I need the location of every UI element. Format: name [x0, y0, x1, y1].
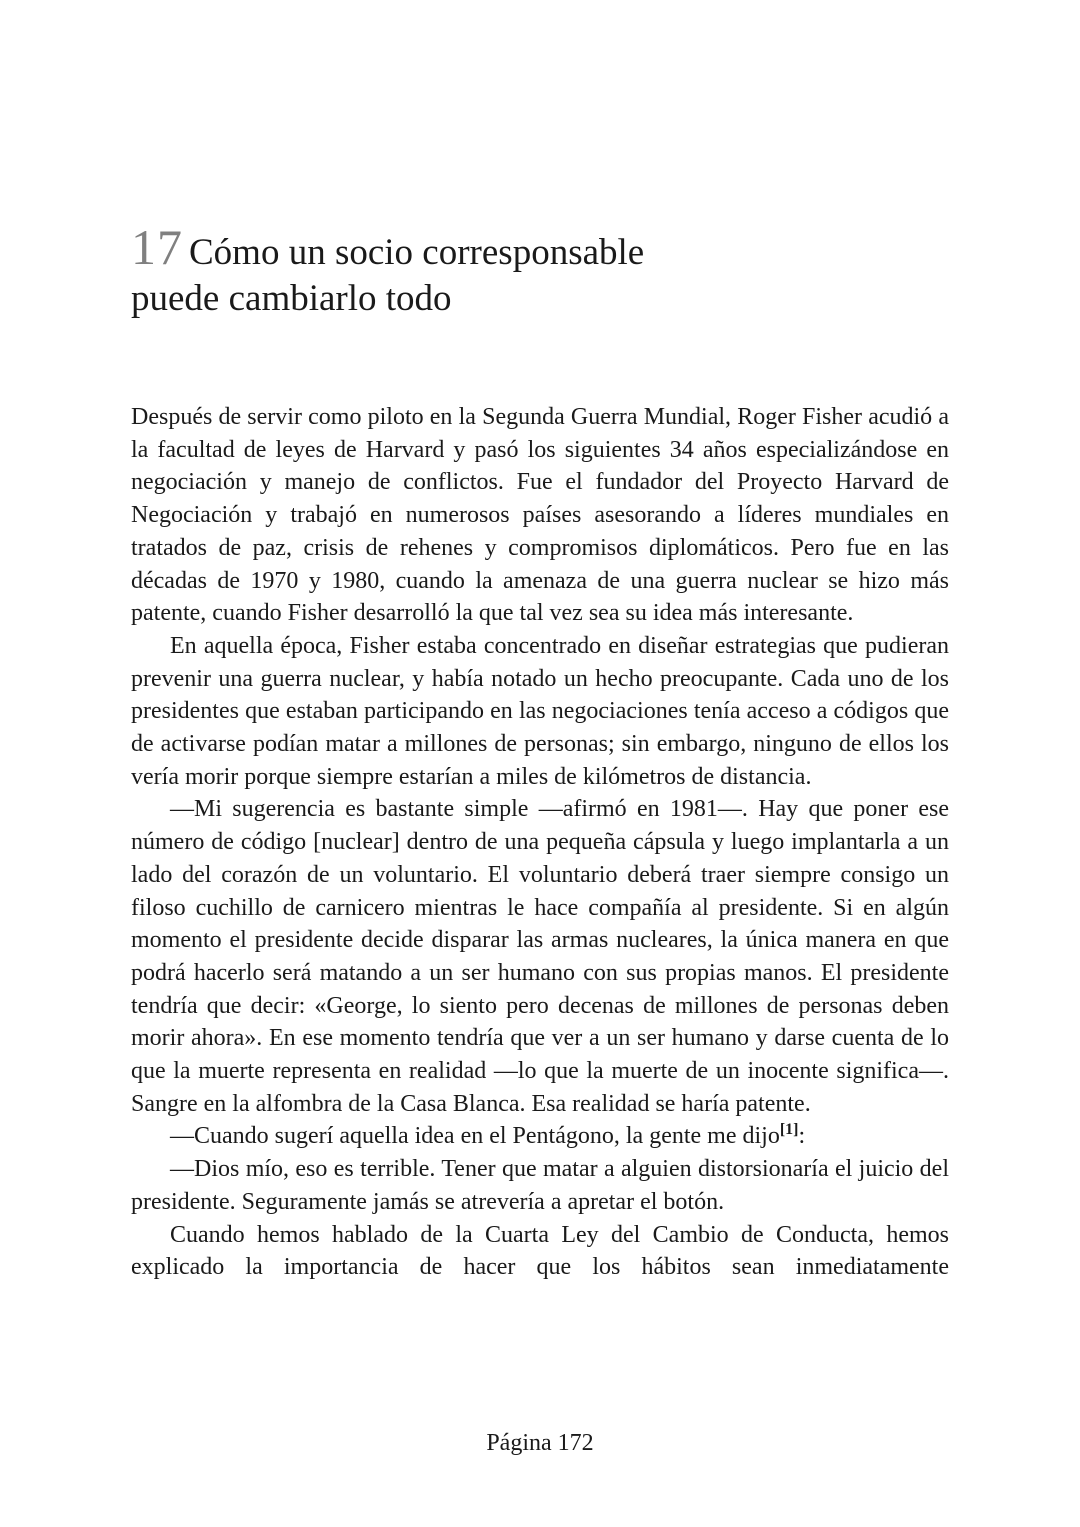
paragraph-5: —Dios mío, eso es terrible. Tener que matar a alguien distorsionaría el juicio del presidente. Seguramente jamás se atrevería a apretar el botón.: [131, 1156, 949, 1215]
paragraph-4-text: —Cuando sugerí aquella idea en el Pentágono, la gente me dijo: [170, 1123, 780, 1150]
chapter-heading: [131, 219, 951, 322]
page-number: Página 172: [486, 1430, 594, 1456]
body-text: [131, 401, 949, 1284]
chapter-title-line-2: puede cambiarlo todo: [131, 278, 452, 319]
chapter-title-line-1: Cómo un socio corresponsable: [189, 232, 645, 273]
chapter-number: 17: [131, 219, 183, 275]
footnote-reference[interactable]: [1]: [779, 1121, 799, 1139]
paragraph-3: —Mi sugerencia es bastante simple —afirmó en 1981—. Hay que poner ese número de código [nuclear] dentro de una pequeña cápsula y luego implantarla a un lado del corazón de un voluntario. El voluntario deberá traer siempre consigo un filoso cuchillo de carnicero mientras le hace compañía al presidente. Si en algún momento el presidente decide disparar las armas nucleares, la única manera en que podrá hacerlo será matando a un ser humano con sus propias manos. El presidente tendría que decir: «George, lo siento pero decenas de millones de personas deben morir ahora». En ese momento tendría que ver a un ser humano y darse cuenta de lo que la muerte representa en realidad —lo que la muerte de un inocente significa—. Sangre en la alfombra de la Casa Blanca. Esa realidad se haría patente.: [131, 796, 949, 1117]
paragraph-4: [131, 1120, 949, 1153]
paragraph-2: En aquella época, Fisher estaba concentrado en diseñar estrategias que pudieran prevenir una guerra nuclear, y había notado un hecho preocupante. Cada uno de los presidentes que estaban participando en las negociaciones tenía acceso a códigos que de activarse podían matar a millones de personas; sin embargo, ninguno de ellos los vería morir porque siempre estarían a miles de kilómetros de distancia.: [131, 632, 949, 790]
paragraph-4-colon: :: [798, 1123, 806, 1150]
paragraph-1: Después de servir como piloto en la Segunda Guerra Mundial, Roger Fisher acudió a la facultad de leyes de Harvard y pasó los siguientes 34 años especializándose en negociación y manejo de conflictos. Fue el fundador del Proyecto Harvard de Negociación y trabajó en numerosos países asesorando a líderes mundiales en tratados de paz, crisis de rehenes y compromisos diplomáticos. Pero fue en las décadas de 1970 y 1980, cuando la amenaza de una guerra nuclear se hizo más patente, cuando Fisher desarrolló la que tal vez sea su idea más interesante.: [131, 404, 949, 627]
paragraph-6: Cuando hemos hablado de la Cuarta Ley del Cambio de Conducta, hemos explicado la importancia de hacer que los hábitos sean inmediatamente: [131, 1221, 949, 1281]
